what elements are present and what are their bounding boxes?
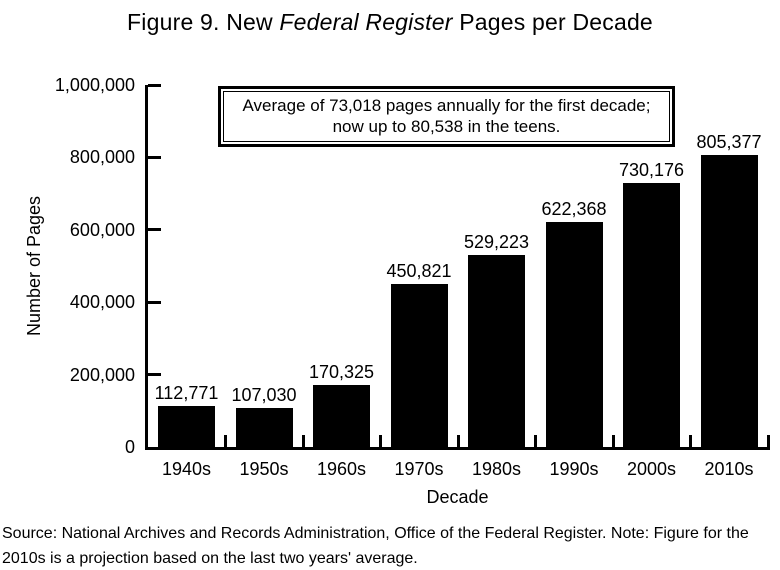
x-axis-tick <box>457 435 460 447</box>
figure-title-italic: Federal Register <box>279 9 453 35</box>
bar-value-label: 529,223 <box>463 232 530 252</box>
annotation-box <box>218 86 675 147</box>
bar-1970s <box>391 284 448 447</box>
x-tick-label: 1960s <box>316 459 367 479</box>
x-axis-tick <box>379 435 382 447</box>
x-tick-label: 1940s <box>161 459 212 479</box>
annotation-text <box>223 91 670 142</box>
x-tick-label: 1970s <box>394 459 444 479</box>
figure-title <box>0 9 780 36</box>
x-tick-label: 1990s <box>549 459 599 479</box>
figure-title-prefix: Figure 9. New <box>127 9 280 35</box>
bar-1950s <box>236 408 293 447</box>
source-note-line-2: 2010s is a projection based on the last two years' average. <box>2 550 418 567</box>
bar-2000s <box>623 183 680 447</box>
bar-1960s <box>313 385 370 447</box>
bar-value-label: 805,377 <box>696 132 762 152</box>
y-tick-label: 400,000 <box>69 292 135 313</box>
figure-title-suffix: Pages per Decade <box>452 9 653 35</box>
bar-value-label: 730,176 <box>618 160 685 180</box>
y-axis-tick <box>148 228 161 231</box>
annotation-line-2: now up to 80,538 in the teens. <box>332 117 561 136</box>
y-axis-tick <box>148 156 161 159</box>
x-tick-label: 1980s <box>471 459 522 479</box>
bar-value-label: 170,325 <box>308 362 375 382</box>
y-axis-tick <box>148 301 161 304</box>
source-note-line-1: Source: National Archives and Records Administration, Office of the Federal Register. Note: Figure for the <box>2 525 749 542</box>
y-tick-label: 0 <box>124 437 135 457</box>
x-axis-tick <box>534 435 537 447</box>
bar-value-label: 450,821 <box>386 261 452 281</box>
x-axis-tick <box>689 435 692 447</box>
bar-value-label: 107,030 <box>231 385 297 405</box>
x-tick-label: 1950s <box>239 459 289 479</box>
x-axis-title: Decade <box>426 487 489 507</box>
y-tick-label: 200,000 <box>69 364 135 385</box>
y-axis-title: Number of Pages <box>24 195 44 337</box>
y-tick-label: 1,000,000 <box>54 75 135 95</box>
x-axis-tick <box>224 435 227 447</box>
bar-value-label: 112,771 <box>154 383 219 403</box>
x-tick-label: 2000s <box>626 459 677 479</box>
y-axis-tick <box>148 373 161 376</box>
bar-value-label: 622,368 <box>541 199 607 219</box>
bar-2010s <box>701 155 758 447</box>
x-axis-tick <box>767 435 770 447</box>
x-axis-tick <box>302 435 305 447</box>
y-tick-label: 800,000 <box>69 147 135 168</box>
source-note <box>2 521 780 570</box>
y-tick-label: 600,000 <box>69 219 135 240</box>
x-tick-label: 2010s <box>704 459 754 479</box>
bar-1980s <box>468 255 525 447</box>
x-axis-tick <box>612 435 615 447</box>
annotation-line-1: Average of 73,018 pages annually for the first decade; <box>242 96 651 115</box>
y-axis-tick <box>148 84 161 87</box>
bar-1990s <box>546 222 603 447</box>
bar-1940s <box>158 406 215 447</box>
